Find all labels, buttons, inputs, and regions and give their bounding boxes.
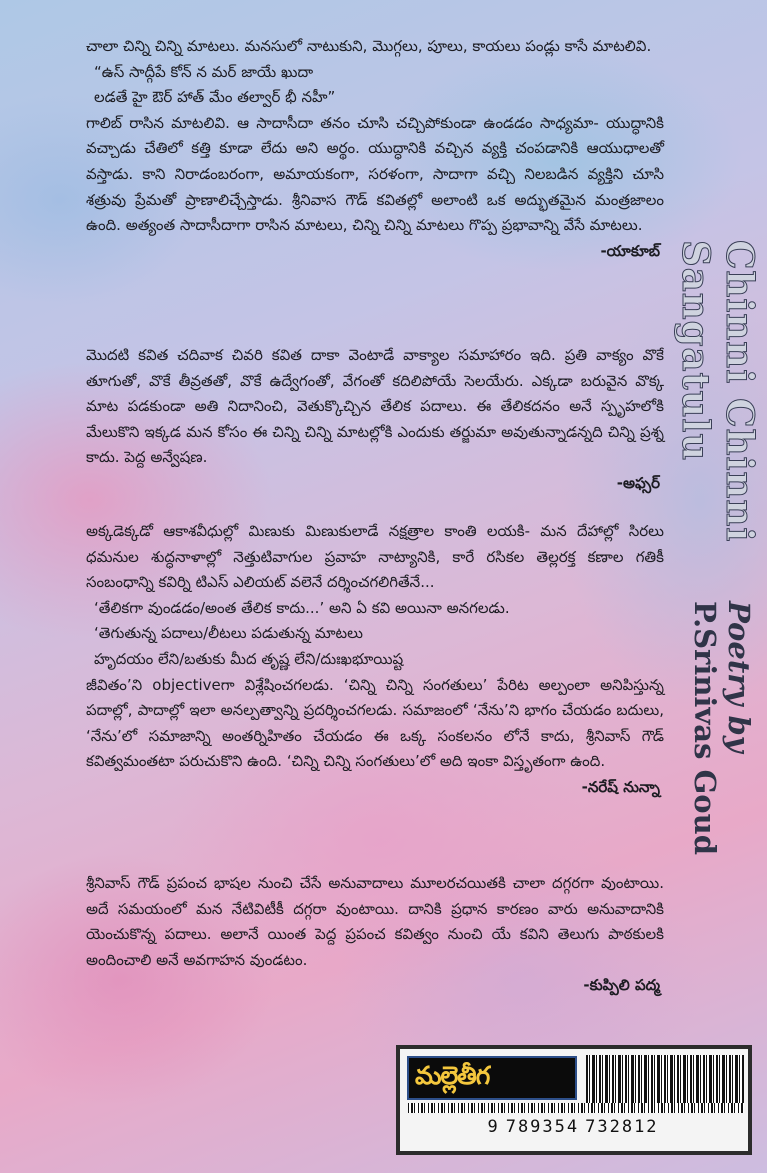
- blurb-yakub: [86, 34, 664, 264]
- quote-line: ‘తెగుతున్న పదాలు/లీటలు పడుతున్న మాటలు: [94, 624, 363, 643]
- publisher-logo: [407, 1056, 577, 1100]
- quote-line: ‘తేలికగా వుండడం/అంత తేలిక కాదు...’ అని ఏ కవి అయినా అనగలడు.: [94, 598, 510, 617]
- book-title: Chinni Chinni Sangatulu: [674, 240, 762, 543]
- spine-text: [674, 240, 762, 880]
- blurb-padma: [86, 871, 664, 999]
- blurb-naresh: [86, 519, 664, 801]
- blurb-signature: -కుప్పిలి పద్మ: [583, 976, 660, 995]
- isbn-end: 732812: [585, 1117, 659, 1137]
- quote-line: లడతే హై ఔర్ హాత్ మేం తల్వార్ భీ నహీ”: [94, 88, 336, 107]
- blurb-signature: -నరేష్ నున్నా: [581, 777, 660, 796]
- book-author: [688, 600, 756, 880]
- isbn-mid: 789354: [505, 1117, 580, 1137]
- blurb-afsar: [86, 343, 664, 497]
- blurb-text: గాలిబ్ రాసిన మాటలివి. ఆ సాదాసీదా తనం చూసి చచ్చిపోకుండా ఉండడం సాధ్యమా- యుద్ధానికి వచ్చాడు చేతిలో కత్తి కూడా లేదు అని అర్థం. యుద్ధానికి వచ్చిన వ్యక్తి చంపడానికి ఆయుధాలతో వస్తాడు. కాని నిరాడంబరంగా, అమాయకంగా, సరళంగా, సాదాగా వచ్చి నిలబడిన వ్యక్తిని చూసి శత్రువు ప్రేమతో ప్రాణాలిచ్చేస్తాడు. శ్రీనివాస గౌడ్ కవితల్లో అలాంటి ఒక అద్భుతమైన మంత్రజాలం ఉంది. అత్యంత సాదాసీదాగా రాసిన మాటలు, చిన్ని చిన్ని మాటలు గొప్ప ప్రభావాన్ని వేసే మాటలు.: [86, 113, 664, 235]
- author-prefix: Poetry by: [722, 600, 756, 753]
- blurb-text: శ్రీనివాస్ గౌడ్ ప్రపంచ భాషల నుంచి చేసే అనువాదాలు మూలరచయితకి చాలా దగ్గరగా వుంటాయి. అదే సమయంలో మన నేటివిటీకీ దగ్గరా వుంటాయి. దానికి ప్రధాన కారణం వారు అనువాదానికి యెంచుకొన్న పదాలు. అలానే యింత పెద్ద ప్రపంచ కవిత్వం నుంచి యే కవిని తెలుగు పాఠకులకి అందించాలి అనే అవగాహన వుండటం.: [86, 874, 664, 969]
- isbn-lead: 9: [487, 1117, 500, 1137]
- quote-line: హృదయం లేని/బతుకు మీద తృష్ణ లేని/దుఃఖభూయిష్ట: [94, 649, 404, 668]
- blurb-text: చాలా చిన్ని చిన్ని మాటలు. మనసులో నాటుకుని, మొగ్గలు, పూలు, కాయలు పండ్లు కాసే మాటలివి.: [86, 37, 652, 55]
- blurb-signature: -అఫ్సర్: [616, 473, 660, 492]
- isbn-number: [408, 1117, 744, 1137]
- blurb-text: జీవితం’ని objectiveగా విశ్లేషించగలడు. ‘చిన్ని చిన్ని సంగతులు’ పేరిట అల్పంలా అనిపిస్తున్న పదాల్లో, పాదాల్లో ఇలా అనల్పత్వాన్ని ప్రదర్శించగలడు. సమాజంలో ‘నేను’ని భాగం చేయడం బదులు, ‘నేను’లో సమాజాన్ని అంతర్నిహితం చేయడం ఈ ఒక్క సంకలనం లోనే కాదు, శ్రీనివాస్ గౌడ్ కవిత్వమంతటా పరుచుకొని ఉంది. ‘చిన్ని చిన్ని సంగతులు’లో అది ఇంకా విస్తృతంగా ఉంది.: [86, 675, 664, 771]
- blurb-text: అక్కడెక్కడో ఆకాశవీధుల్లో మిణుకు మిణుకులాడే నక్షత్రాల కాంతి లయకి- మన దేహాల్లో సిరలు ధమనుల శుద్ధనాళాల్లో నెత్తుటివాగుల ప్రవాహ నాట్యానికి, కారే రసికల తెల్లరక్త కణాల గతికీ సంబంధాన్ని కవిర్ని టిఎస్ ఎలియట్ వలెనే దర్శించగలిగితేనే...: [86, 522, 664, 592]
- blurb-text: మొదటి కవిత చదివాక చివరి కవిత దాకా వెంటాడే వాక్యాల సమాహారం ఇది. ప్రతి వాక్యం వొకే తూగుతో, వొకే తీవ్రతతో, వొకే ఉద్వేగంతో, వేగంతో కదిలిపోయే సెలయేరు. ఎక్కడా బరువైన వొక్క మాట పడకుండా అతి నిదానించి, వెతుక్కొచ్చిన తేలిక పదాలు. ఈ తేలికదనం అనే స్పృహలోకి మేలుకొని ఇక్కడ మన కోసం ఈ చిన్ని చిన్ని మాటల్లోకి ఎందుకు తర్జుమా అవుతున్నాడన్నది చిన్ని ప్రశ్న కాదు. పెద్ద అన్వేషణ.: [86, 346, 664, 467]
- quote-line: “ఉస్ సాద్గీపే కోన్ న మర్ జాయే ఖుదా: [94, 62, 314, 81]
- publisher-logo-text: మల్లెతీగ: [415, 1061, 490, 1090]
- publisher-panel: [396, 1045, 752, 1155]
- blurb-signature: -యాకూబ్: [600, 241, 660, 260]
- barcode-bars: [408, 1103, 744, 1113]
- author-name: P.Srinivas Goud: [688, 600, 722, 855]
